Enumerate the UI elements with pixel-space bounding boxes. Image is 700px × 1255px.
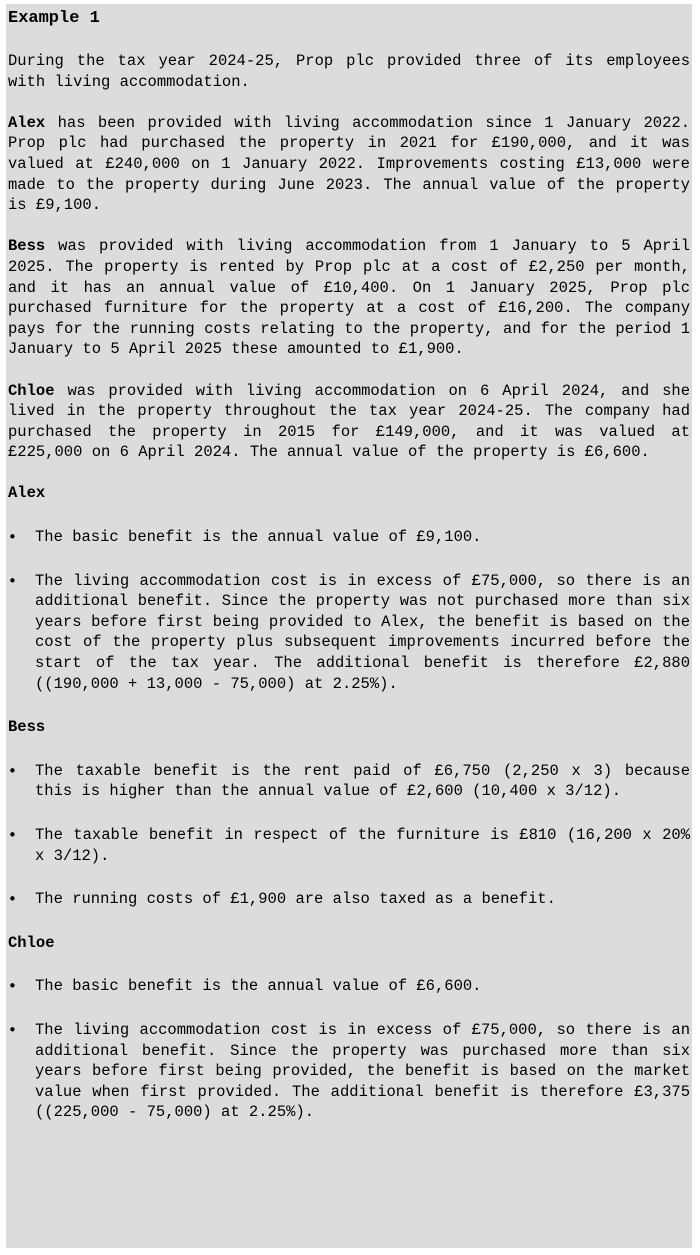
bullet-item: • The taxable benefit in respect of the furniture is £810 (16,200 x 20% x 3/12). (8, 825, 690, 866)
person-name: Chloe (8, 381, 55, 400)
person-text: was provided with living accommodation on 6 April 2024, and she lived in the property throughout the tax year 2024-25. The company had purchased the property in 2015 for £149,000, and it was valued at £225,000 on 6 April 2024. The annual value of the property is £6,600. (8, 381, 690, 462)
bullet-item: • The basic benefit is the annual value of £9,100. (8, 527, 690, 548)
bullet-item: • The living accommodation cost is in excess of £75,000, so there is an additional benefit. Since the property was purchased more than six years before first being provided, the benefit is based on the market value when first provided. The additional benefit is therefore £3,375 ((225,000 - 75,000) at 2.25%). (8, 1020, 690, 1123)
person-paragraph-chloe (8, 381, 690, 463)
bullet-item: • The basic benefit is the annual value of £6,600. (8, 976, 690, 997)
bullet-item: • The running costs of £1,900 are also taxed as a benefit. (8, 889, 690, 910)
bullet-item: • The taxable benefit is the rent paid of £6,750 (2,250 x 3) because this is higher than the annual value of £2,600 (10,400 x 3/12). (8, 761, 690, 802)
bullet-list-chloe (8, 976, 690, 1123)
person-name: Bess (8, 237, 46, 256)
person-text: has been provided with living accommodation since 1 January 2022. Prop plc had purchased the property in 2021 for £190,000, and it was valued at £240,000 on 1 January 2022. Improvements costing £13,000 were made to the property during June 2023. The annual value of the property is £9,100. (8, 113, 690, 215)
person-name: Alex (8, 113, 46, 132)
bullet-list-bess (8, 761, 690, 910)
section-heading-bess: Bess (8, 718, 46, 737)
example-title: Example 1 (8, 9, 100, 28)
person-paragraph-alex (8, 113, 690, 216)
section-heading-chloe: Chloe (8, 933, 55, 952)
example-box (6, 4, 692, 1248)
bullet-item: • The living accommodation cost is in excess of £75,000, so there is an additional benefit. Since the property was not purchased more than six years before first being provided to Alex, the benefit is based on the cost of the property plus subsequent improvements incurred before the start of the tax year. The additional benefit is therefore £2,880 ((190,000 + 13,000 - 75,000) at 2.25%). (8, 571, 690, 695)
bullet-list-alex (8, 527, 690, 694)
intro-paragraph: During the tax year 2024-25, Prop plc provided three of its employees with living accommodation. (8, 52, 690, 91)
section-heading-alex: Alex (8, 484, 46, 503)
person-text: was provided with living accommodation from 1 January to 5 April 2025. The property is rented by Prop plc at a cost of £2,250 per month, and it has an annual value of £10,400. On 1 January 2025, Prop plc purchased furniture for the property at a cost of £16,200. The company pays for the running costs relating to the property, and for the period 1 January to 5 April 2025 these amounted to £1,900. (8, 237, 690, 359)
person-paragraph-bess (8, 236, 690, 360)
